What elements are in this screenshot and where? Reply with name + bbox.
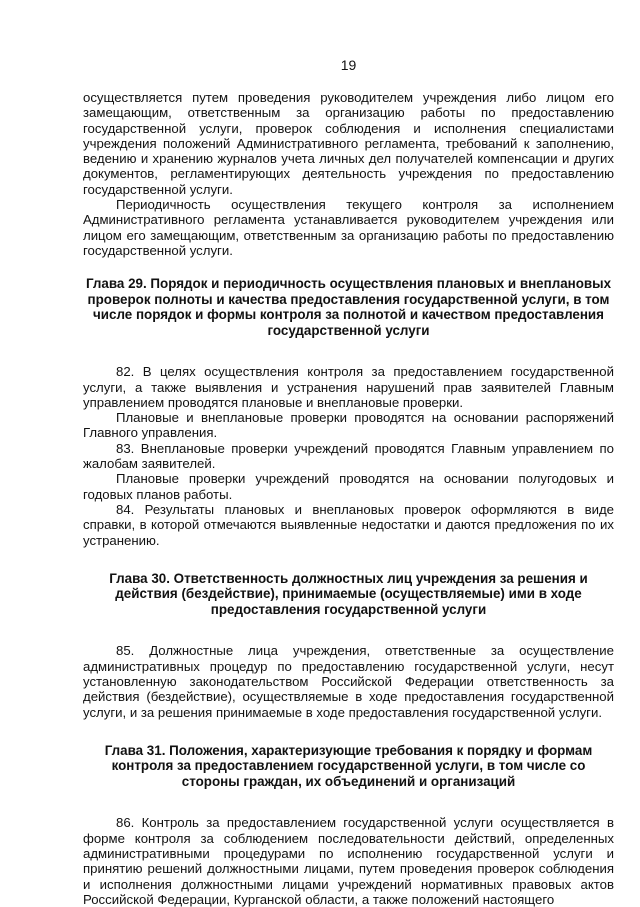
chapter-30-heading: Глава 30. Ответственность должностных лиц учреждения за решения и действия (бездействие), принимаемые (осуществляемые) ими в ходе предоставления государственной услуги: [109, 570, 588, 617]
document-page: [83, 56, 614, 907]
chapter-31-heading: Глава 31. Положения, характеризующие требования к порядку и формам контроля за предоставлением государственной услуги, в том числе со стороны граждан, их объединений и организаций: [104, 742, 593, 789]
paragraph-85: 85. Должностные лица учреждения, ответственные за осуществление административных процедур по предоставлению государственной услуги, несут установленную законодательством Российской Федерации ответственность за действия (бездействие), осуществляемые в ходе предоставления государственной услуги, и за решения принимаемые в ходе предоставления государственной услуги.: [83, 643, 614, 720]
paragraph-83: 83. Внеплановые проверки учреждений проводятся Главным управлением по жалобам заявителей.: [83, 440, 614, 472]
chapter-29-heading: Глава 29. Порядок и периодичность осуществления плановых и внеплановых проверок полноты и качества предоставления государственной услуги, в том числе порядок и формы контроля за полнотой и качеством предоставления государственной услуги: [85, 276, 612, 338]
paragraph-82: 82. В целях осуществления контроля за предоставлением государственной услуги, а также выявления и устранения нарушений прав заявителей Главным управлением проводятся плановые и внеплановые проверки.: [83, 364, 614, 410]
paragraph-periodicity: Периодичность осуществления текущего контроля за исполнением Административного регламента устанавливается руководителем учреждения или лицом его замещающим, ответственным за организацию работы по предоставлению государственной услуги.: [83, 197, 614, 258]
paragraph-planned-basis: Плановые проверки учреждений проводятся на основании полугодовых и годовых планов работы.: [83, 471, 614, 502]
paragraph-planned-inspections: Плановые и внеплановые проверки проводятся на основании распоряжений Главного управления.: [83, 410, 614, 441]
paragraph-86: 86. Контроль за предоставлением государственной услуги осуществляется в форме контроля за соблюдением последовательности действий, определенных административными процедурами по исполнению государственной услуги и принятию решений должностными лицами, путем проведения проверок соблюдения и исполнения должностными лицами учреждений нормативных правовых актов Российской Федерации, Курганской области, а также положений настоящего: [83, 815, 614, 907]
page-number: 19: [340, 57, 357, 73]
paragraph-continuation: осуществляется путем проведения руководителем учреждения либо лицом его замещающим, ответственным за организацию работы по предоставлению государственной услуги, проверок соблюдения и исполнения специалистами учреждения положений Административного регламента, требований к заполнению, ведению и хранению журналов учета личных дел получателей компенсации и других документов, регламентирующих деятельность учреждения по предоставлению государственной услуги.: [83, 90, 614, 197]
paragraph-84: 84. Результаты плановых и внеплановых проверок оформляются в виде справки, в которой отмечаются выявленные недостатки и даются предложения по их устранению.: [83, 501, 614, 548]
